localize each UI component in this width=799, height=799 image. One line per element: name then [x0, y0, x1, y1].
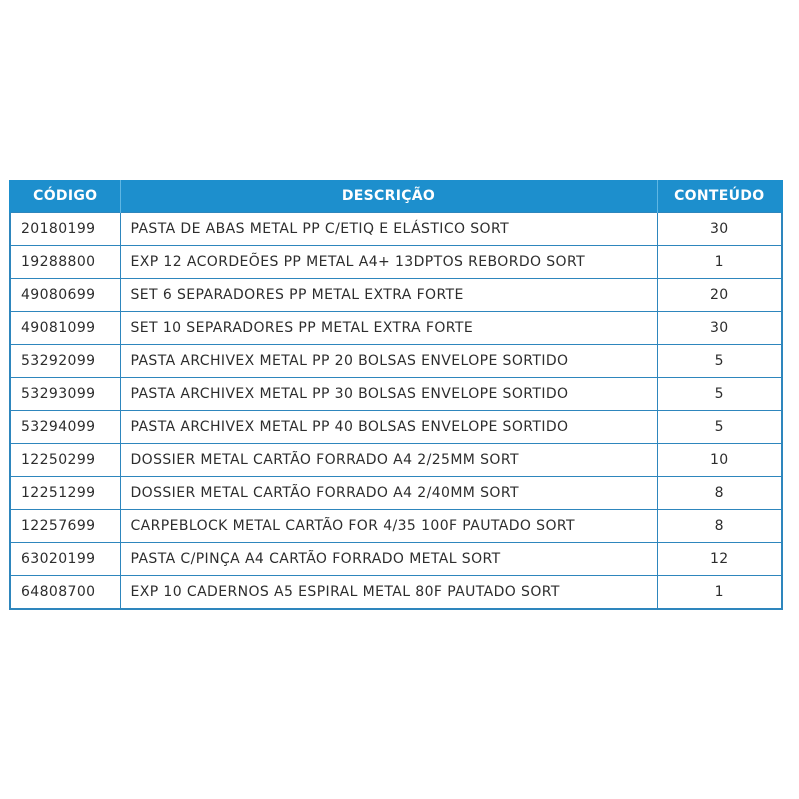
- table-header: [10, 180, 782, 213]
- product-content-cell: 1: [657, 246, 782, 279]
- product-description-cell: DOSSIER METAL CARTÃO FORRADO A4 2/25MM SORT: [120, 444, 657, 477]
- column-header-description: DESCRIÇÃO: [120, 180, 657, 213]
- table-row: [10, 510, 782, 543]
- table-row: [10, 279, 782, 312]
- table-row: [10, 543, 782, 576]
- product-description-cell: PASTA ARCHIVEX METAL PP 20 BOLSAS ENVELOPE SORTIDO: [120, 345, 657, 378]
- product-content-cell: 5: [657, 345, 782, 378]
- table-row: [10, 246, 782, 279]
- product-description-cell: CARPEBLOCK METAL CARTÃO FOR 4/35 100F PAUTADO SORT: [120, 510, 657, 543]
- table-row: [10, 477, 782, 510]
- product-code-cell: 12257699: [10, 510, 120, 543]
- product-content-cell: 30: [657, 213, 782, 246]
- table-row: [10, 213, 782, 246]
- product-code-cell: 49081099: [10, 312, 120, 345]
- product-code-cell: 12250299: [10, 444, 120, 477]
- product-content-cell: 8: [657, 477, 782, 510]
- product-description-cell: SET 6 SEPARADORES PP METAL EXTRA FORTE: [120, 279, 657, 312]
- table-row: [10, 444, 782, 477]
- product-code-cell: 49080699: [10, 279, 120, 312]
- column-header-content: CONTEÚDO: [657, 180, 782, 213]
- table-row: [10, 312, 782, 345]
- table-row: [10, 411, 782, 444]
- product-content-cell: 5: [657, 411, 782, 444]
- product-content-cell: 10: [657, 444, 782, 477]
- table-body: [10, 213, 782, 610]
- header-row: [10, 180, 782, 213]
- product-code-cell: 53292099: [10, 345, 120, 378]
- product-description-cell: PASTA DE ABAS METAL PP C/ETIQ E ELÁSTICO SORT: [120, 213, 657, 246]
- product-description-cell: EXP 10 CADERNOS A5 ESPIRAL METAL 80F PAUTADO SORT: [120, 576, 657, 610]
- product-code-cell: 53293099: [10, 378, 120, 411]
- product-code-cell: 12251299: [10, 477, 120, 510]
- product-description-cell: PASTA ARCHIVEX METAL PP 30 BOLSAS ENVELOPE SORTIDO: [120, 378, 657, 411]
- table-row: [10, 345, 782, 378]
- product-description-cell: PASTA ARCHIVEX METAL PP 40 BOLSAS ENVELOPE SORTIDO: [120, 411, 657, 444]
- product-description-cell: PASTA C/PINÇA A4 CARTÃO FORRADO METAL SORT: [120, 543, 657, 576]
- product-content-cell: 5: [657, 378, 782, 411]
- product-table: [9, 180, 783, 610]
- product-code-cell: 53294099: [10, 411, 120, 444]
- table-row: [10, 576, 782, 610]
- product-content-cell: 20: [657, 279, 782, 312]
- product-code-cell: 63020199: [10, 543, 120, 576]
- product-code-cell: 20180199: [10, 213, 120, 246]
- product-code-cell: 19288800: [10, 246, 120, 279]
- product-content-cell: 12: [657, 543, 782, 576]
- product-code-cell: 64808700: [10, 576, 120, 610]
- product-content-cell: 8: [657, 510, 782, 543]
- table-row: [10, 378, 782, 411]
- product-description-cell: SET 10 SEPARADORES PP METAL EXTRA FORTE: [120, 312, 657, 345]
- product-description-cell: DOSSIER METAL CARTÃO FORRADO A4 2/40MM SORT: [120, 477, 657, 510]
- column-header-code: CÓDIGO: [10, 180, 120, 213]
- product-content-cell: 1: [657, 576, 782, 610]
- product-content-cell: 30: [657, 312, 782, 345]
- product-description-cell: EXP 12 ACORDEÕES PP METAL A4+ 13DPTOS REBORDO SORT: [120, 246, 657, 279]
